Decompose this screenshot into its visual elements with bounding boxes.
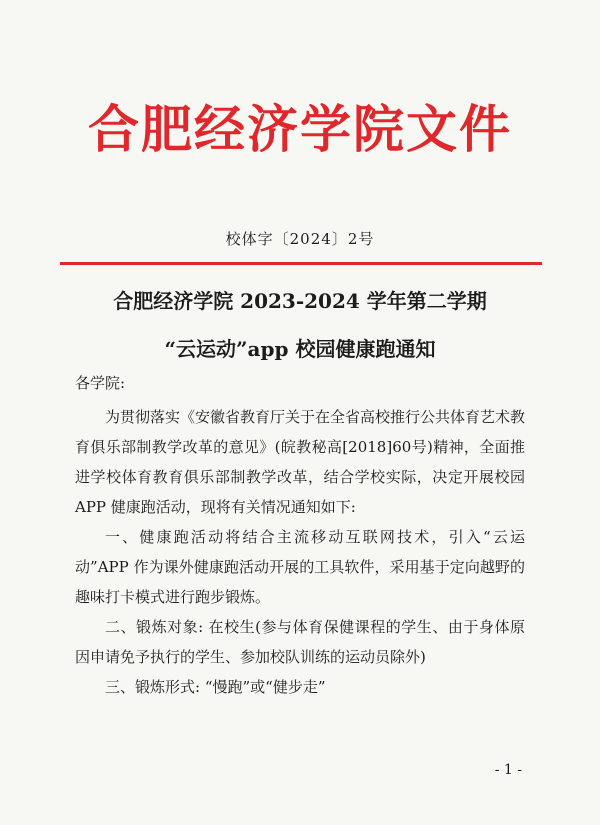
paragraph-item-2: 二、锻炼对象: 在校生(参与体育保健课程的学生、由于身体原因申请免予执行的学生、参加校队训练的运动员除外) [75,618,525,666]
document-header-title: 合肥经济学院文件 [87,100,512,160]
red-divider [60,262,542,265]
document-number: 校体字〔2024〕2号 [225,230,375,248]
page-number: - 1 - [494,762,522,778]
salutation: 各学院: [75,374,126,392]
paragraph-item-3: 三、锻炼形式: “慢跑”或“健步走” [105,678,326,696]
notice-title-line-1: 合肥经济学院 2023-2024 学年第二学期 [113,289,487,313]
paragraph-item-1: 一、健康跑活动将结合主流移动互联网技术，引入“云运动”APP 作为课外健康跑活动开展的工具软件，采用基于定向越野的趣味打卡模式进行跑步锻炼。 [75,528,525,606]
notice-title-line-2: “云运动”app 校园健康跑通知 [164,337,436,361]
notice-body [75,402,525,702]
paragraph-intro: 为贯彻落实《安徽省教育厅关于在全省高校推行公共体育艺术教育俱乐部制教学改革的意见》(皖教秘高[2018]60号)精神，全面推进学校体育教育俱乐部制教学改革，结合学校实际，决定开展校园 APP 健康跑活动，现将有关情况通知如下: [75,408,526,516]
